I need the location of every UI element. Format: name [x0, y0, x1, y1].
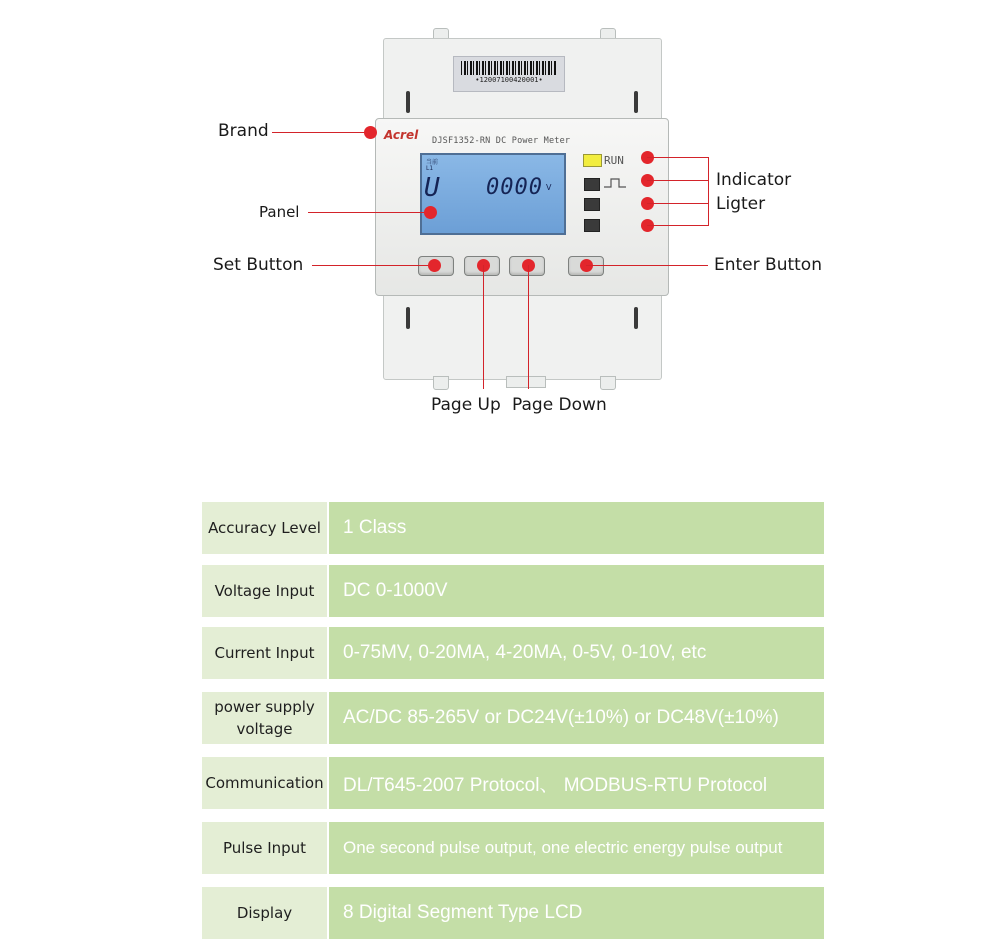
- spec-value: DC 0-1000V: [329, 565, 824, 617]
- mount-tab: [433, 376, 449, 390]
- spec-row-accuracy: [202, 502, 824, 554]
- ligter-callout: Ligter: [716, 194, 766, 214]
- enter-button-leader-line: [586, 265, 708, 266]
- spec-row-display: [202, 887, 824, 939]
- model-label: DJSF1352-RN DC Power Meter: [432, 136, 571, 146]
- lcd-reading: 0000: [486, 175, 543, 200]
- indicator-led: [584, 178, 600, 191]
- indicator-callout: Indicator: [716, 170, 792, 190]
- vent-slot: [406, 91, 410, 113]
- lcd-sub-label: L1: [426, 165, 434, 172]
- spec-value: AC/DC 85-265V or DC24V(±10%) or DC48V(±10%): [329, 692, 824, 744]
- page-down-callout: Page Down: [512, 395, 607, 415]
- lcd-unit: V: [546, 183, 552, 192]
- spec-value: 8 Digital Segment Type LCD: [329, 887, 824, 939]
- spec-label: Pulse Input: [202, 822, 327, 874]
- spec-label: Communication: [202, 757, 327, 809]
- device-bottom-housing: [383, 292, 662, 380]
- run-led: [583, 154, 602, 167]
- spec-row-pulse-input: [202, 822, 824, 874]
- indicator-bracket-line: [708, 157, 709, 226]
- barcode-image: [461, 61, 557, 75]
- spec-value: DL/T645-2007 Protocol、 MODBUS-RTU Protocol: [329, 757, 824, 809]
- brand-leader-line: [272, 132, 370, 133]
- page-up-leader-line: [483, 265, 484, 389]
- vent-slot: [634, 307, 638, 329]
- indicator-leader-line: [647, 157, 708, 158]
- page-down-leader-line: [528, 265, 529, 389]
- brand-callout: Brand: [218, 121, 269, 141]
- run-label: RUN: [604, 154, 624, 167]
- lcd-symbol: U: [424, 173, 440, 203]
- brand-logo: Acrel: [384, 128, 419, 142]
- din-clip: [506, 376, 546, 388]
- set-button-marker-dot: [428, 259, 441, 272]
- indicator-leader-line: [647, 180, 708, 181]
- lcd-top-label: 当前: [426, 159, 439, 166]
- spec-label: Accuracy Level: [202, 502, 327, 554]
- set-button-callout: Set Button: [213, 255, 304, 275]
- indicator-led: [584, 219, 600, 232]
- indicator-leader-line: [647, 225, 708, 226]
- indicator-led: [584, 198, 600, 211]
- panel-callout: Panel: [259, 203, 300, 221]
- barcode-sticker: [453, 56, 565, 92]
- vent-slot: [406, 307, 410, 329]
- spec-row-power-supply: [202, 692, 824, 744]
- spec-label: power supply voltage: [202, 692, 327, 744]
- spec-label: Voltage Input: [202, 565, 327, 617]
- spec-row-communication: [202, 757, 824, 809]
- spec-row-voltage-input: [202, 565, 824, 617]
- page-up-callout: Page Up: [431, 395, 501, 415]
- pulse-icon: [604, 178, 626, 188]
- panel-leader-line: [308, 212, 428, 213]
- spec-label: Current Input: [202, 627, 327, 679]
- barcode-number: •12007100420001•: [475, 76, 543, 84]
- mount-tab: [600, 376, 616, 390]
- indicator-leader-line: [647, 203, 708, 204]
- brand-marker-dot: [364, 126, 377, 139]
- spec-value: One second pulse output, one electric energy pulse output: [329, 822, 824, 874]
- spec-value: 0-75MV, 0-20MA, 4-20MA, 0-5V, 0-10V, etc: [329, 627, 824, 679]
- spec-row-current-input: [202, 627, 824, 679]
- vent-slot: [634, 91, 638, 113]
- set-button-leader-line: [312, 265, 432, 266]
- spec-label: Display: [202, 887, 327, 939]
- enter-button-callout: Enter Button: [714, 255, 822, 275]
- panel-marker-dot: [424, 206, 437, 219]
- lcd-display: [420, 153, 566, 235]
- spec-value: 1 Class: [329, 502, 824, 554]
